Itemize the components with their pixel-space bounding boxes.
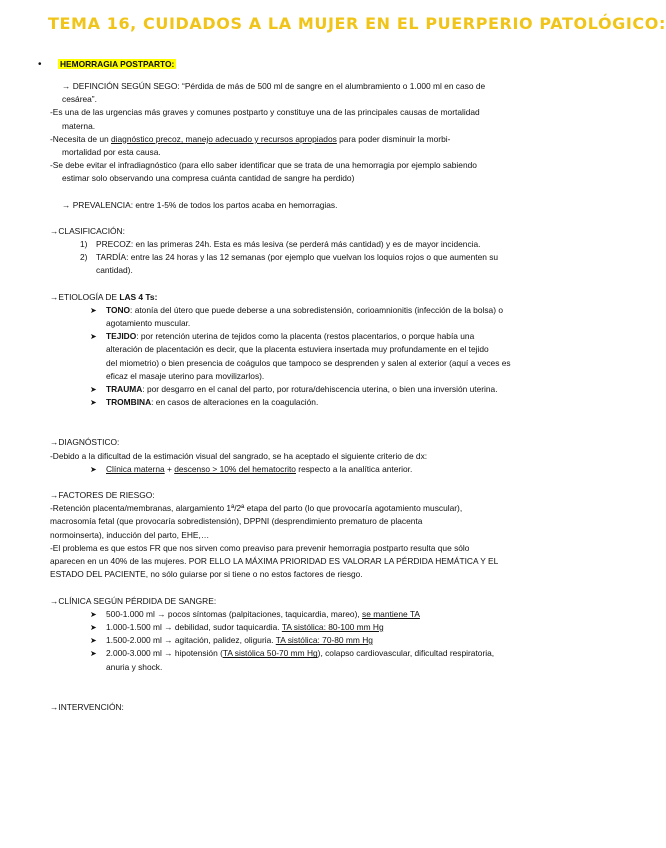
definition-text: “Pérdida de más de 500 ml de sangre en el alumbramiento o 1.000 ml en caso de bbox=[179, 81, 486, 91]
clinic-item-4-underlined: TA sistólica 50-70 mm Hg bbox=[222, 648, 318, 659]
term-trombina: TROMBINA bbox=[106, 397, 152, 408]
term-trauma: TRAUMA bbox=[106, 384, 143, 395]
diagnosis-heading: →DIAGNÓSTICO: bbox=[50, 437, 120, 448]
term-tono: TONO bbox=[106, 304, 131, 315]
arrow-bullet-icon: ➤ bbox=[90, 305, 97, 315]
list-item bbox=[50, 647, 576, 660]
arrow-bullet-icon: ➤ bbox=[90, 398, 97, 408]
list-item bbox=[50, 396, 576, 409]
term-tejido-text: : por retención uterina de tejidos como la placenta (restos placentarios, o porque había una bbox=[136, 331, 475, 342]
clinic-item-4-post: ), colapso cardiovascular, dificultad respiratoria, bbox=[317, 648, 495, 659]
definition-p2-pre: -Necesita de un bbox=[50, 133, 111, 144]
list-item bbox=[50, 238, 576, 251]
term-tono-cont: agotamiento muscular. bbox=[106, 318, 191, 329]
clinic-item-3-underlined: TA sistólica: 70-80 mm Hg bbox=[275, 635, 373, 646]
term-tono-text: : atonía del útero que puede deberse a una sobredistensión, corioamnionitis (infección de la bolsa) o bbox=[130, 304, 503, 315]
clinic-item-2-underlined: TA sistólica: 80-100 mm Hg bbox=[281, 621, 384, 632]
list-item-text: PRECOZ: en las primeras 24h. Esta es más lesiva (se perderá más cantidad) y es de mayor incidencia. bbox=[96, 239, 481, 250]
list-item bbox=[50, 634, 576, 647]
term-tejido-cont-1: alteración de placentación es decir, que la placenta estuviera insertada muy profundamente en el tejido bbox=[106, 344, 489, 355]
list-number: 2) bbox=[80, 252, 88, 263]
definition-block bbox=[50, 80, 576, 186]
diagnosis-plus: + bbox=[164, 463, 175, 474]
document-body bbox=[38, 58, 576, 714]
etiology-block bbox=[50, 291, 576, 410]
risk-p1: -Retención placenta/membranas, alargamiento 1ª/2ª etapa del parto (lo que provocaría agotamiento muscular), bbox=[50, 503, 463, 514]
clinic-item-3: 1.500-2.000 ml → agitación, palidez, oliguria. bbox=[106, 635, 276, 646]
clinic-item-1: 500-1.000 ml → pocos síntomas (palpitaciones, taquicardia, mareo), bbox=[106, 608, 363, 619]
definition-text-cont: cesárea”. bbox=[62, 94, 97, 105]
definition-p3: -Se debe evitar el infradiagnóstico (para ello saber identificar que se trata de una hemorragia por ejemplo sabiendo bbox=[50, 160, 477, 171]
diagnosis-criterion-2: descenso > 10% del hematocrito bbox=[174, 463, 296, 474]
classification-block bbox=[50, 225, 576, 278]
clinic-item-2: 1.000-1.500 ml → debilidad, sudor taquicardia. bbox=[106, 621, 282, 632]
list-item bbox=[50, 608, 576, 621]
definition-p2-underlined: diagnóstico precoz, manejo adecuado y recursos apropiados bbox=[111, 133, 337, 144]
definition-p1: -Es una de las urgencias más graves y comunes postparto y constituye una de las principales causas de mortalidad bbox=[50, 107, 480, 118]
term-tejido-cont-2: del miometrio) o bien presencia de coágulos que tampoco se desprenden y salen al exterior (aquí a veces es bbox=[106, 357, 511, 368]
list-item bbox=[50, 463, 576, 476]
term-tejido-cont-3: eficaz el masaje uterino para movilizarlos). bbox=[106, 370, 265, 381]
diagnosis-criterion-post: respecto a la analítica anterior. bbox=[295, 463, 413, 474]
arrow-bullet-icon: ➤ bbox=[90, 464, 97, 474]
arrow-bullet-icon: ➤ bbox=[90, 332, 97, 342]
list-item bbox=[50, 330, 576, 343]
arrow-bullet-icon: ➤ bbox=[90, 636, 97, 646]
list-item bbox=[50, 383, 576, 396]
clinic-item-1-underlined: se mantiene TA bbox=[362, 608, 420, 619]
risk-heading: →FACTORES DE RIESGO: bbox=[50, 490, 155, 501]
clinic-block bbox=[50, 595, 576, 674]
clinic-item-4-cont: anuria y shock. bbox=[106, 661, 163, 672]
risk-p2-cont-1: aparecen en un 40% de las mujeres. POR ELLO LA MÁXIMA PRIORIDAD ES VALORAR LA PÉRDIDA HEMÁTICA Y EL bbox=[50, 556, 499, 567]
risk-p2-cont-2: ESTADO DEL PACIENTE, no sólo guiarse por si tiene o no estos factores de riesgo. bbox=[50, 569, 363, 580]
definition-p3-cont: estimar solo observando una compresa cuánta cantidad de sangre ha perdido) bbox=[62, 173, 355, 184]
list-item bbox=[50, 251, 576, 264]
etiology-heading-bold: LAS 4 Ts bbox=[119, 291, 155, 302]
list-item bbox=[50, 621, 576, 634]
clinic-item-4: 2.000-3.000 ml → hipotensión ( bbox=[106, 648, 223, 659]
classification-heading: →CLASIFICACIÓN: bbox=[50, 225, 125, 236]
diagnosis-criterion-1: Clínica materna bbox=[106, 463, 165, 474]
diagnosis-block bbox=[50, 436, 576, 476]
intervention-heading: →INTERVENCIÓN: bbox=[50, 701, 124, 712]
term-trombina-text: : en casos de alteraciones en la coagulación. bbox=[151, 397, 319, 408]
section-heading bbox=[38, 58, 576, 72]
list-number: 1) bbox=[80, 239, 88, 250]
clinic-heading: →CLÍNICA SEGÚN PÉRDIDA DE SANGRE: bbox=[50, 595, 217, 606]
list-item bbox=[50, 304, 576, 317]
risk-p1-cont-2: normoinserta), inducción del parto, EHE,… bbox=[50, 529, 210, 540]
intervention-block bbox=[50, 701, 576, 714]
term-tejido: TEJIDO bbox=[106, 331, 137, 342]
arrow-bullet-icon: ➤ bbox=[90, 622, 97, 632]
risk-p2: -El problema es que estos FR que nos sirven como preaviso para prevenir hemorragia postparto resulta que sólo bbox=[50, 542, 470, 553]
risk-p1-cont-1: macrosomía fetal (que provocaría sobredistensión), DPPNI (desprendimiento prematuro de placenta bbox=[50, 516, 423, 527]
definition-p2-cont: mortalidad por esta causa. bbox=[62, 147, 161, 158]
etiology-heading: →ETIOLOGÍA DE bbox=[50, 291, 120, 302]
arrow-bullet-icon: ➤ bbox=[90, 385, 97, 395]
arrow-bullet-icon: ➤ bbox=[90, 649, 97, 659]
list-item-text-cont: cantidad). bbox=[96, 265, 133, 276]
diagnosis-text: -Debido a la dificultad de la estimación visual del sangrado, se ha aceptado el siguiente criterio de dx: bbox=[50, 450, 428, 461]
definition-p1-cont: materna. bbox=[62, 120, 96, 131]
section-title-highlight: HEMORRAGIA POSTPARTO: bbox=[60, 59, 175, 69]
page-title: TEMA 16, CUIDADOS A LA MUJER EN EL PUERPERIO PATOLÓGICO: bbox=[48, 14, 666, 33]
term-trauma-text: : por desgarro en el canal del parto, por rotura/dehiscencia uterina, o bien una inversión uterina. bbox=[142, 384, 498, 395]
etiology-heading-colon: : bbox=[154, 291, 158, 302]
prevalence-text: → PREVALENCIA: entre 1-5% de todos los partos acaba en hemorragias. bbox=[62, 199, 338, 210]
arrow-bullet-icon: ➤ bbox=[90, 609, 97, 619]
bullet-dot-icon: • bbox=[38, 59, 42, 70]
prevalence-block bbox=[50, 199, 576, 212]
definition-heading: → DEFINCIÓN SEGÚN SEGO: bbox=[62, 81, 180, 91]
definition-p2-post: para poder disminuir la morbi- bbox=[336, 133, 451, 144]
risk-block bbox=[50, 489, 576, 581]
list-item-text: TARDÍA: entre las 24 horas y las 12 semanas (por ejemplo que vuelvan los loquios rojos o que aumenten su bbox=[96, 252, 499, 263]
